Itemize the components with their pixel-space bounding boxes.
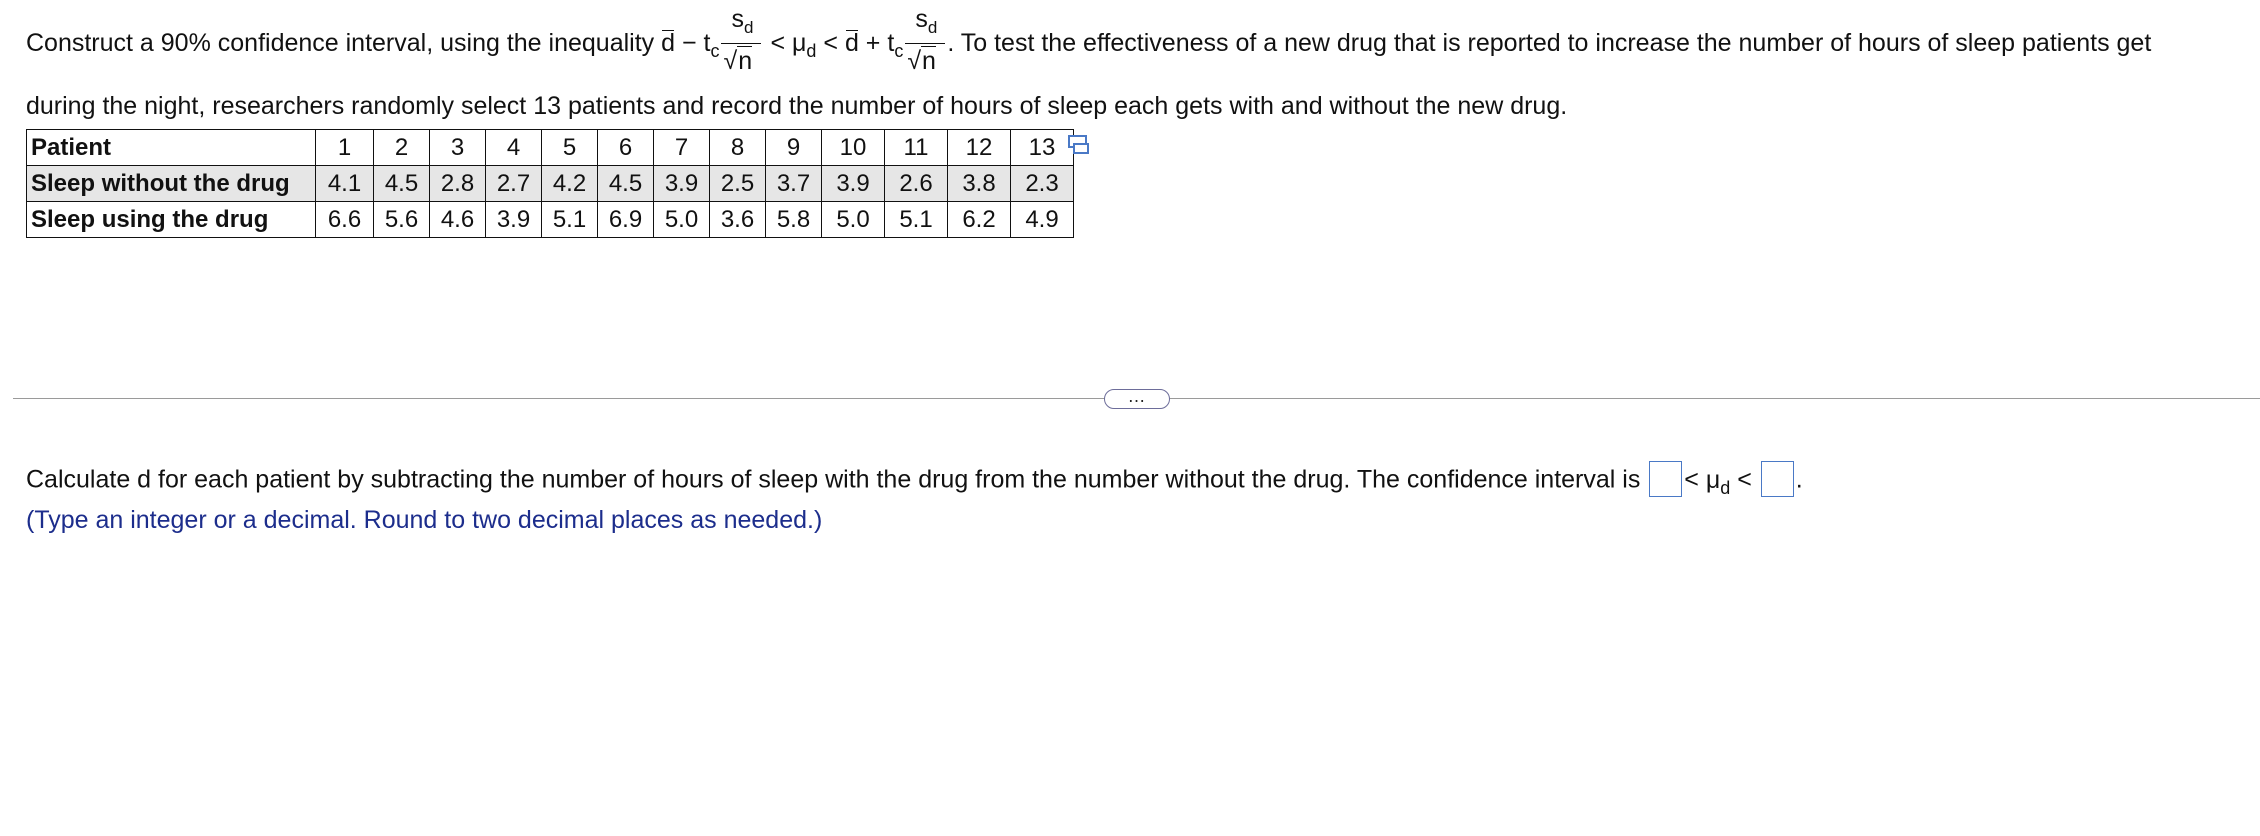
- sleep-with-cell: 4.6: [430, 202, 486, 238]
- sleep-with-cell: 6.9: [598, 202, 654, 238]
- sleep-with-cell: 3.9: [486, 202, 542, 238]
- sleep-without-cell: 2.8: [430, 166, 486, 202]
- question-context-a: . To test the effectiveness of a new drug that is reported to increase the number of hours of sleep patients get: [947, 29, 2152, 57]
- sleep-without-cell: 4.5: [598, 166, 654, 202]
- less-than-sign: <: [770, 29, 786, 57]
- less-than-sign-2: <: [823, 29, 838, 57]
- patient-number-cell: 8: [710, 130, 766, 166]
- table-row: [27, 130, 1074, 166]
- sleep-with-cell: 5.8: [766, 202, 822, 238]
- sleep-with-cell: 5.6: [374, 202, 430, 238]
- d-bar-symbol-2: d: [844, 29, 859, 57]
- sleep-without-cell: 2.7: [486, 166, 542, 202]
- sleep-without-cell: 3.9: [822, 166, 885, 202]
- expand-more-button[interactable]: …: [1104, 389, 1170, 409]
- patient-number-cell: 9: [766, 130, 822, 166]
- minus-sign: −: [681, 29, 697, 57]
- patient-number-cell: 11: [885, 130, 948, 166]
- row-header-patient: Patient: [27, 130, 316, 166]
- patient-number-cell: 3: [430, 130, 486, 166]
- sleep-without-cell: 2.6: [885, 166, 948, 202]
- patient-number-cell: 7: [654, 130, 710, 166]
- sleep-with-cell: 5.1: [542, 202, 598, 238]
- fraction-sd-over-root-n-2: $\frac{s_d}{√n}$: [903, 28, 947, 58]
- patient-number-cell: 4: [486, 130, 542, 166]
- less-than-sign-3: <: [1684, 465, 1699, 494]
- answer-format-hint: (Type an integer or a decimal. Round to two decimal places as needed.): [26, 506, 823, 534]
- patient-number-cell: 5: [542, 130, 598, 166]
- table-row: [27, 202, 1074, 238]
- fraction-sd-over-root-n: $\frac{s_d}{√n}$: [719, 28, 763, 58]
- sleep-with-cell: 6.6: [316, 202, 374, 238]
- sleep-without-cell: 4.5: [374, 166, 430, 202]
- upper-bound-input[interactable]: [1761, 461, 1794, 497]
- question-line-1: [26, 5, 2152, 75]
- sleep-without-cell: 3.9: [654, 166, 710, 202]
- row-header-with: Sleep using the drug: [27, 202, 316, 238]
- sleep-with-cell: 5.0: [822, 202, 885, 238]
- sleep-with-cell: 3.6: [710, 202, 766, 238]
- instruction-text: Calculate d for each patient by subtracting the number of hours of sleep with the drug from the number without the drug. The confidence interval is: [26, 465, 1641, 494]
- sleep-without-cell: 2.3: [1011, 166, 1074, 202]
- t-critical-2: $t_c$: [887, 29, 904, 61]
- sleep-with-cell: 5.1: [885, 202, 948, 238]
- sleep-without-cell: 2.5: [710, 166, 766, 202]
- sleep-without-cell: 3.7: [766, 166, 822, 202]
- formula: [661, 5, 947, 75]
- sleep-with-cell: 4.9: [1011, 202, 1074, 238]
- lower-bound-input[interactable]: [1649, 461, 1682, 497]
- patient-number-cell: 2: [374, 130, 430, 166]
- mu-d-symbol-2: $\mu_d$: [1705, 465, 1731, 498]
- sleep-without-cell: 4.2: [542, 166, 598, 202]
- patient-number-cell: 12: [948, 130, 1011, 166]
- sleep-data-table: [26, 129, 1074, 238]
- plus-sign: +: [865, 29, 881, 57]
- t-critical: $t_c$: [703, 29, 720, 61]
- less-than-sign-4: <: [1737, 465, 1752, 494]
- d-bar-symbol: d: [661, 29, 676, 57]
- patient-number-cell: 13: [1011, 130, 1074, 166]
- patient-number-cell: 10: [822, 130, 885, 166]
- sleep-without-cell: 4.1: [316, 166, 374, 202]
- question-intro: Construct a 90% confidence interval, using the inequality: [26, 29, 655, 57]
- patient-number-cell: 6: [598, 130, 654, 166]
- instruction-line: [26, 463, 1803, 503]
- question-context-b: during the night, researchers randomly select 13 patients and record the number of hours of sleep each gets with and without the new drug.: [26, 92, 1568, 120]
- sleep-with-cell: 6.2: [948, 202, 1011, 238]
- copy-table-icon[interactable]: [1067, 134, 1091, 156]
- patient-number-cell: 1: [316, 130, 374, 166]
- end-period: .: [1795, 465, 1803, 494]
- mu-d-symbol: $\mu_d$: [792, 29, 817, 61]
- table-row: [27, 166, 1074, 202]
- row-header-without: Sleep without the drug: [27, 166, 316, 202]
- sleep-with-cell: 5.0: [654, 202, 710, 238]
- sleep-without-cell: 3.8: [948, 166, 1011, 202]
